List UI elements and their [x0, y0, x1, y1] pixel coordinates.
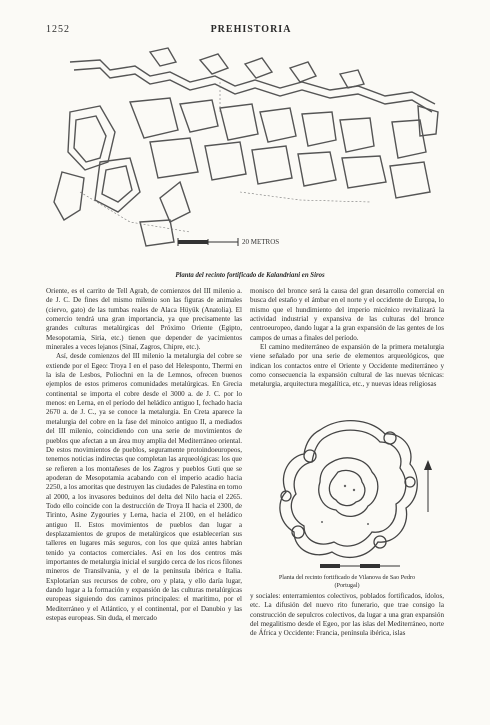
- vilanova-plan-drawing: [250, 412, 444, 574]
- scale-label: 20 METROS: [242, 238, 280, 246]
- scale-bar: [320, 564, 400, 568]
- north-arrow-icon: [424, 460, 432, 512]
- figure-top-caption: Planta del recinto fortificado de Kalandriani en Siros: [175, 272, 325, 279]
- figure-vilanova-plan: [250, 412, 444, 574]
- paragraph: Así, desde comienzos del III milenio la metalurgia del cobre se extiende por el Egeo: Troya I en el paso del Helesponto, Thermi en la isla de Lesbos, Poliochni en la de Lemnos, ofrecen buenos ejemplos de estos primeros comunidades metalúrgicas. En Grecia continental se importa el cobre desde el 3000 a. de J. C. por lo menos: en Lerna, en el período del heládico antiguo I, fechado hacia 2670 a. de J. C., ya se conoce la metalurgia. En Creta aparece la metalurgia del cobre en la fase del minoico antiguo II, a mediados del III milenio, coincidiendo con una serie de movimientos de pueblos que afectan a un área muy amplia del Mediterráneo oriental. De estos movimientos de pueblos, seguramente protoindoeuropeos, tenemos noticias indirectas que completan las arqueológicas: los que se refieren a los montañeses de los Zagros y pueblos Guti que se apoderan de Mesopotamia acabando con el imperio acadio hacia 2250, a los amoritas que destruyen las ciudades de Palestina en torno al 2000, a los invasores beduinos del delta del Nilo hacia el 2265. Todo ello coincide con la destrucción de Troya II hacia el 2300, de Tirinto, Asine Zygouries y Lerna, hacia el 2100, en el heládico antiguo II. Estos movimientos de pueblos dan lugar a desplazamientos de grupos de metalúrgicos que establecerían sus talleres en lugares más seguros, con los que quizá antes habrían tenido ya contactos comerciales. Así en los dos centros más importantes de metalurgia inicial el surgido cerca de los ricos filones mineros de Transilvania, y el de la península ibérica e Italia. Explotarían sus recursos de cobre, oro y plata, y ello daría lugar, dando lugar a la formación y expansión de las culturas metalúrgicas europeas siguiendo dos caminos principales: el marítimo, por el Mediterráneo y el Atlántico, y el continental, por el Danubio y las estepas europeas. Sin duda, el mercado: [46, 352, 242, 623]
- paragraph: monisco del bronce será la causa del gran desarrollo comercial en busca del estaño y el ámbar en el norte y el occidente de Europa, lo mismo que el hundimiento del imperio micénico revitalizará la actividad industrial y expansiva de las culturas del bronce centroeuropeo, dando lugar a la gran expansión de las gentes de los campos de urnas a finales del período.: [250, 287, 444, 342]
- caption-line: (Portugal): [334, 582, 360, 589]
- scale-bar: [178, 238, 279, 246]
- paragraph: Oriente, es el carrito de Tell Agrab, de comienzos del III milenio a. de J. C. De fines del mismo milenio son las figuras de animales (ciervo, gato) de las tumbas reales de Alaca Hüyük (Anatolia). El comercio tendrá una gran importancia, ya que precisamente las grandes culturas metalúrgicas del Próximo Oriente (Egipto, Mesopotamia, Siria, etc.) tienen que depender de yacimientos minerales a veces lejanos (Sinaí, Zagros, Chipre, etc.).: [46, 287, 242, 352]
- text-column-right-bottom: [250, 592, 444, 702]
- paragraph: El camino mediterráneo de expansión de la primera metalurgia viene señalado por una serie de elementos arqueológicos, que indican los contactos entre el Oriente y Occidente mediterráneo y como consecuencia la expansión cultural de las nuevas técnicas: metalurgia, arquitectura megalítica, etc., y nuevas ideas religiosas: [250, 343, 444, 389]
- paragraph: y sociales: enterramientos colectivos, poblados fortificados, ídolos, etc. La difusión del nuevo rito funerario, que trae consigo la construcción de sepulcros colectivos, da lugar a una gran expansión del megalitismo desde el Egeo, por las islas del Mediterráneo, norte de África y Occidente: Francia, península ibérica, islas: [250, 592, 444, 638]
- caption-line: Planta del recinto fortificado de Vilanova de Sao Pedro: [278, 574, 416, 581]
- page-number: 1252: [46, 24, 70, 35]
- page-header: [46, 24, 456, 38]
- section-title: PREHISTORIA: [210, 24, 292, 35]
- text-column-right: [250, 287, 444, 427]
- kalandriani-plan-drawing: [40, 42, 460, 272]
- text-column-left: [46, 287, 242, 697]
- figure-kalandriani-plan: [40, 42, 460, 272]
- figure-right-caption: [250, 574, 444, 590]
